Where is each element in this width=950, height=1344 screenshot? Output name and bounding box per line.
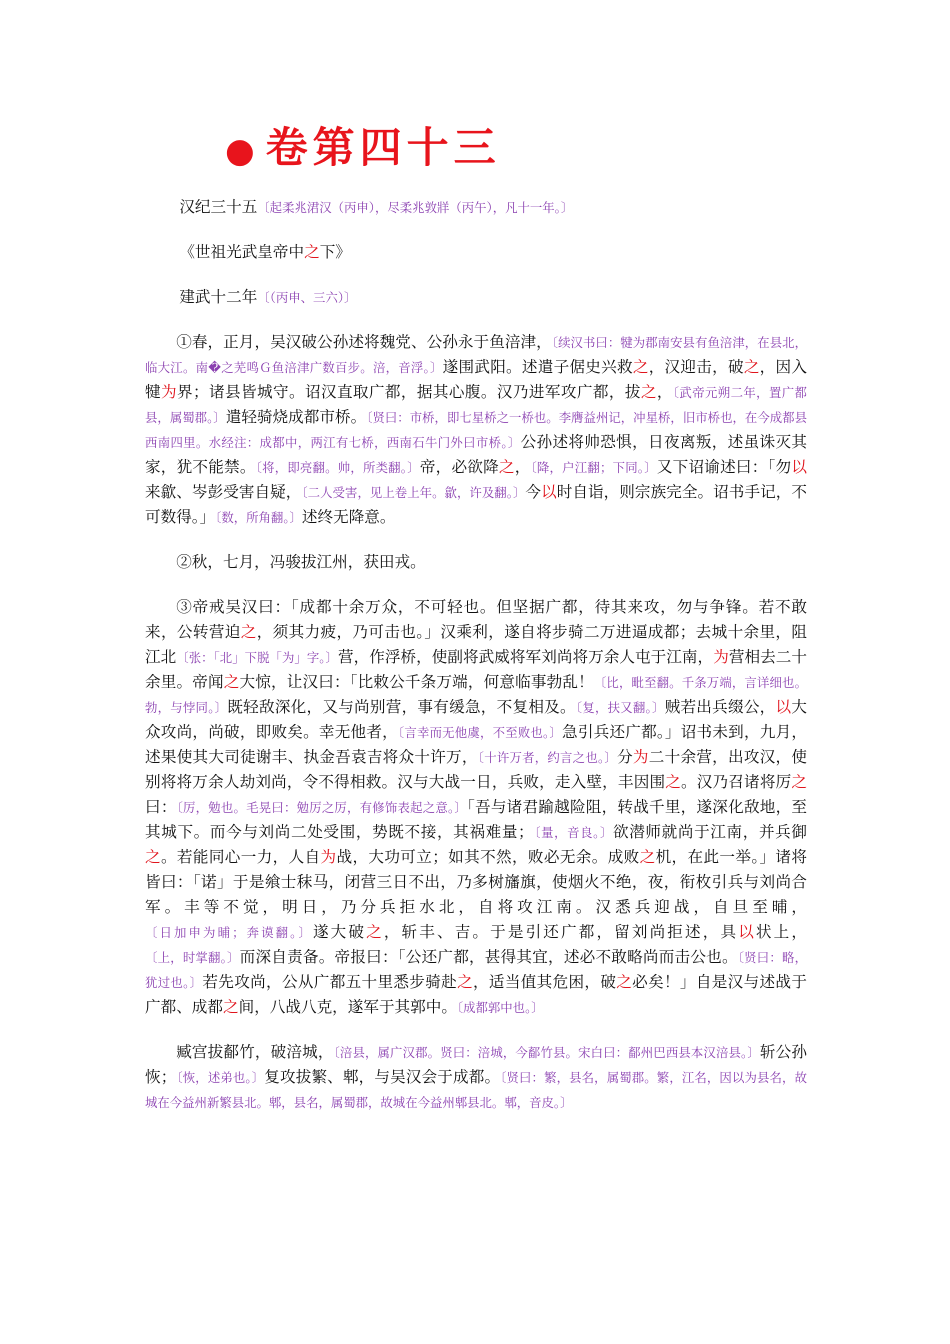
body-text-run: 遂围武阳。述遣子倨史兴救 [442,358,633,376]
body-text-run: 斩公孙恢； [145,1043,807,1086]
chapter-title [225,118,807,181]
body-text-run: 营，作浮桥，使副将武威将军刘尚将万余人屯于江南， [337,648,714,666]
body-text-run: 汉纪三十五 [179,198,258,216]
body-text-run: 大惊，让汉曰：「比敕公千条万端，何意临事勃乱！ [239,673,594,691]
highlighted-word: 之 [632,358,649,376]
annotation-note: 〔成都郭中也。〕 [456,1000,544,1015]
body-text-run: ，适当值其危困，破 [472,973,617,991]
annotation-note: 〔贤曰：市桥，即七星桥之一桥也。李膺益州记，冲星桥，旧市桥也，在今成都县西南四里。水经注：成都中，两江有七桥，西南石牛门外曰市桥。〕 [145,410,807,450]
body-text-run: 复攻拔繁、郫，与吴汉会于成都。 [264,1068,501,1086]
body-text-run: 。若能同心一力，人自 [160,848,321,866]
body-text-run: ，汉迎击，破 [648,358,744,376]
annotation-note: 〔涪县，属广汉郡。贤曰：涪城，今鄐竹县。宋白曰：鄐州巴西县本汉涪县。〕 [333,1045,760,1060]
highlighted-word: 之 [304,243,320,261]
body-text-run: 而深自责备。帝报曰：「公还广都，甚得其宜，述必不敢略尚而击公也。 [239,948,738,966]
bullet-icon: ● [225,131,260,171]
body-text-run: 界；诸县皆城守。诏汉直取广都，据其心腹。汉乃进军攻广都，拔 [177,383,641,401]
body-text-run: 来歙、岑彭受害自疑， [145,483,302,501]
body-text-run: 贼若出兵缀公， [664,698,776,716]
paragraph [145,240,807,265]
highlighted-word: 之 [639,848,656,866]
body-text-run: ， [656,383,673,401]
body-text-run: ②秋，七月，冯骏拔江州，获田戎。 [176,553,426,571]
paragraph [145,330,807,530]
annotation-note: 〔贤曰：繁，县名，属蜀郡。繁，江名，因以为县名，故城在今益州新繁县北。郫，县名，属蜀郡，故城在今益州郫县北。郫，音皮。〕 [145,1070,807,1110]
annotation-note: 〔十许万者，约言之也。〕 [477,750,618,765]
body-text-run: 必矣！」自是汉与述战于广都、成都 [145,973,807,1016]
body-text-run: 建武十二年 [179,288,258,306]
body-text-run: 下》 [319,243,351,261]
highlighted-word: 以 [791,458,807,476]
highlighted-word: 之 [640,383,657,401]
highlighted-word: 之 [616,973,633,991]
annotation-note: 〔比，毗至翻。千条万端，言详细也。勃，与悖同。〕 [145,675,807,715]
annotation-note: 〔上，时掌翻。〕 [145,950,240,965]
highlighted-word: 之 [222,998,239,1016]
highlighted-word: 为 [632,748,649,766]
body-text-run: 。汉乃召诸将厉 [681,773,792,791]
body-text-run: 「吾与诸君踰越险阻，转战千里，遂深化敌地，至其城下。而今与刘尚二处受围，势既不接，其祸难量； [145,798,807,841]
annotation-note: 〔（丙申、三六）〕 [257,290,357,305]
body-text-run: 若先攻尚，公从广都五十里悉步骑赴 [202,973,458,991]
body-text-run: 公孙述将帅恐惧，日夜离叛，述虽诛灭其家，犹不能禁。 [145,433,807,476]
paragraph [145,285,807,310]
body-text-run: 《世祖光武皇帝中 [179,243,305,261]
body-text-run: 欲潜师就尚于江南，并兵御 [612,823,807,841]
annotation-note: 〔二人受害，见上卷上年。歙，许及翻。〕 [301,485,526,500]
body-text-run: ③帝戒吴汉曰：「成都十余万众，不可轻也。但坚据广都，待其来攻，勿与争锋。若不敢来，公转营迫 [145,598,807,641]
body-text-run: 战，大功可立；如其不然，败必无余。成败 [336,848,640,866]
highlighted-word: 以 [738,923,756,941]
highlighted-word: 以 [775,698,792,716]
annotation-note: 〔量，音良。〕 [533,825,613,840]
annotation-note: 〔降，户江翻；下同。〕 [530,460,657,475]
highlighted-word: 以 [541,483,557,501]
body-text-run: 机，在此一举。」诸将皆曰：「诺」于是飨士秣马，闭营三日不出，乃多树旛旗，使烟火不绝，夜，衔枚引兵与刘尚合军。丰等不觉，明日，乃分兵拒水北，自将攻江南。汉悉兵迎战，自旦至晡， [145,848,807,916]
body-text-run: 帝，必欲降 [419,458,499,476]
body-text [145,195,807,1115]
body-text-run: 间，八战八克，遂军于其郭中。 [238,998,457,1016]
annotation-note: 〔言幸而无他虞，不至败也。〕 [397,725,563,740]
body-text-run: ，斩丰、吉。于是引还广都，留刘尚拒述，具 [383,923,739,941]
annotation-note: 〔恢，述弟也。〕 [176,1070,265,1085]
body-text-run: 状上， [755,923,807,941]
body-text-run: 分 [617,748,633,766]
highlighted-word: 之 [743,358,760,376]
annotation-note: 〔起柔兆涒汉（丙申），尽柔兆敦牂（丙午），凡十一年。〕 [257,200,574,215]
highlighted-word: 之 [240,623,257,641]
body-text-run: 今 [525,483,542,501]
body-text-run: 遂大破 [312,923,367,941]
highlighted-word: 为 [320,848,337,866]
annotation-note: 〔武帝元朔二年，置广都县，属蜀郡。〕 [145,385,807,425]
highlighted-word: 为 [713,648,729,666]
paragraph [145,595,807,1020]
body-text-run: 时自诣，则宗族完全。诏书手记，不可数得。」 [145,483,807,526]
highlighted-word: 之 [498,458,515,476]
body-text-run: 大众攻尚，尚破，即败矣。幸无他者， [145,698,807,741]
body-text-run: 又下诏谕述曰：「勿 [656,458,792,476]
highlighted-word: 之 [791,773,807,791]
body-text-run: 臧宫拔鄐竹，破涪城， [176,1043,334,1061]
body-text-run: 营相去二十余里。帝闻 [145,648,807,691]
document-page [145,118,807,1135]
highlighted-word: 之 [145,848,161,866]
body-text-run: 既轻敌深化，又与尚别营，事有缓急，不复相及。 [227,698,576,716]
body-text-run: ，因入犍 [145,358,807,401]
highlighted-word: 之 [366,923,384,941]
body-text-run: 二十余营，出攻汉，使别将将万余人劫刘尚，令不得相救。汉与大战一日，兵败，走入壁，丰因围 [145,748,807,791]
body-text-run: 急引兵还广都。」诏书未到，九月，述果使其大司徒谢丰、执金吾袁吉将众十许万， [145,723,807,766]
annotation-note: 〔日加申为晡；奔谟翻。〕 [145,925,313,940]
annotation-note: 〔复，扶又翻。〕 [575,700,665,715]
body-text-run: ，须其力疲，乃可击也。」汉乘利，遂自将步骑二万进逼成都；去城十余里，阻江北 [145,623,807,666]
highlighted-word: 为 [161,383,177,401]
annotation-note: 〔将，即亮翻。帅，所类翻。〕 [255,460,420,475]
body-text-run: ①春，正月，吴汉破公孙述将魏党、公孙永于鱼涪津， [176,333,552,351]
annotation-note: 〔张：「北」下脱「为」字。〕 [176,650,338,665]
highlighted-word: 之 [223,673,240,691]
chapter-title-text: 卷第四十三 [265,123,501,172]
body-text-run: 曰： [145,798,177,816]
body-text-run: 述终无降意。 [301,508,396,526]
annotation-note: 〔贤曰：略，犹过也。〕 [145,950,807,990]
annotation-note: 〔续汉书曰：犍为郡南安县有鱼涪津，在县北，临大江。南�之芜鸣Ｇ鱼涪津广数百步。涪，音浮。〕 [145,335,807,375]
paragraph [145,1040,807,1115]
body-text-run: ， [514,458,531,476]
annotation-note: 〔厉，勉也。毛晃曰：勉厉之厉，有修饰表起之意。〕 [176,800,468,815]
paragraph [145,195,807,220]
highlighted-word: 之 [665,773,681,791]
highlighted-word: 之 [457,973,473,991]
body-text-run: 遣轻骑烧成都市桥。 [225,408,367,426]
paragraph [145,550,807,575]
annotation-note: 〔数，所角翻。〕 [215,510,302,525]
